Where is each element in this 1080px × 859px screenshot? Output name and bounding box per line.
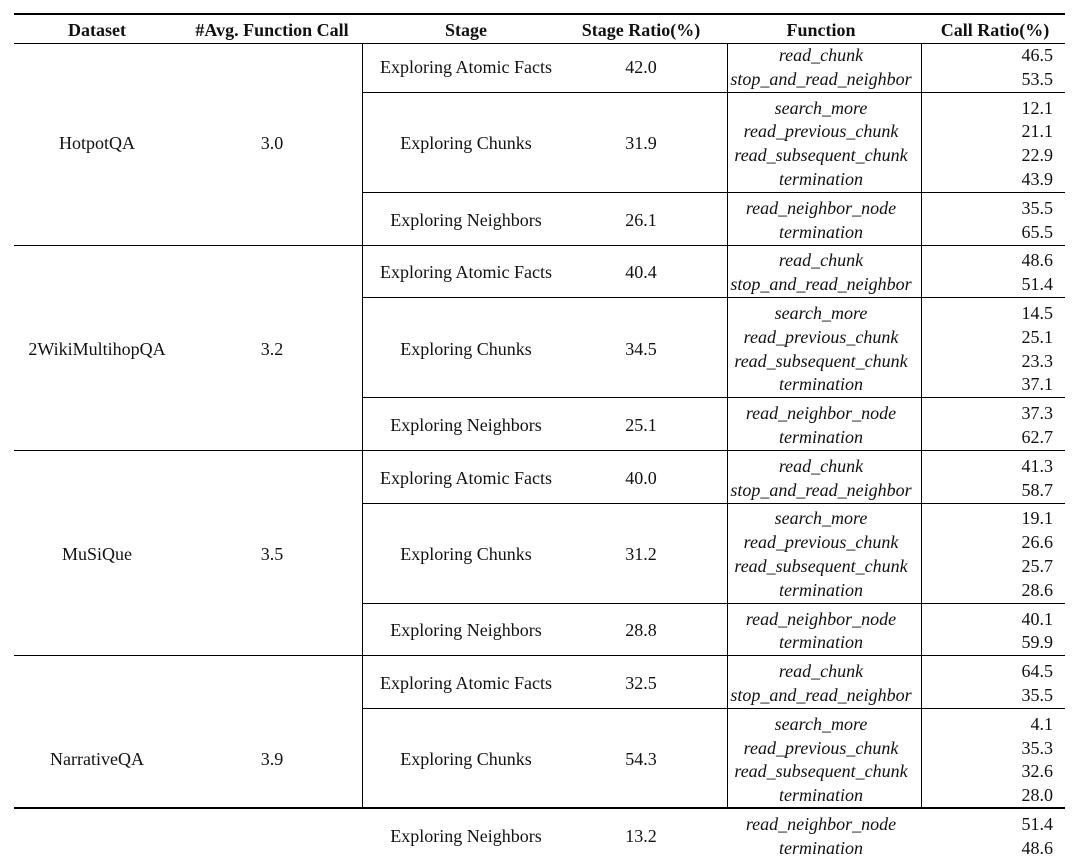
stage-name: Exploring Chunks [400,133,532,154]
stage-ratio-value: 40.0 [625,467,657,488]
stage-ratio-value: 28.8 [625,620,657,641]
stage-ratio-value: 25.1 [625,415,657,435]
stage-name: Exploring Atomic Facts [380,467,552,488]
call-ratio-value: 25.7 [1021,555,1053,576]
dataset-separator [14,450,1065,451]
function-name: stop_and_read_neighbor [730,479,912,500]
dataset-name: HotpotQA [59,133,135,154]
stage-divider-left [362,43,363,808]
stage-separator [362,92,1065,93]
call-ratio-value: 58.7 [1021,479,1053,500]
call-ratio-value: 32.6 [1021,761,1053,782]
function-name: read_chunk [778,44,864,65]
stage-name: Exploring Neighbors [390,209,542,230]
avg-function-call-value: 3.2 [260,338,284,359]
function-name: termination [779,785,863,806]
function-name: termination [779,221,863,242]
call-ratio-value: 40.1 [1021,608,1053,629]
call-ratio-value: 4.1 [1030,713,1053,734]
dataset-name: NarrativeQA [50,749,144,770]
avg-function-call-value: 3.9 [260,749,284,770]
call-ratio-value: 12.1 [1021,97,1053,118]
function-name: read_chunk [778,250,864,271]
stage-name: Exploring Neighbors [390,620,542,641]
stage-separator [362,297,1065,298]
call-ratio-value: 37.3 [1021,403,1053,424]
dataset-name: MuSiQue [61,544,133,564]
function-name: read_previous_chunk [743,121,899,142]
header-dataset: Dataset [68,20,126,40]
call-ratio-value: 25.1 [1021,326,1053,347]
stage-ratio-value: 26.1 [625,209,657,230]
stage-ratio-value: 31.9 [625,133,657,154]
function-name: read_subsequent_chunk [734,555,908,576]
function-name: stop_and_read_neighbor [730,68,912,89]
call-ratio-value: 35.5 [1021,197,1053,218]
stage-separator [362,397,1065,398]
stage-name: Exploring Atomic Facts [380,673,552,693]
stage-ratio-value: 32.5 [625,673,657,693]
header-stage: Stage [445,20,487,40]
header-rule [14,43,1065,44]
call-ratio-value: 64.5 [1021,661,1053,682]
function-name: termination [779,426,863,447]
function-name: read_neighbor_node [745,197,897,218]
stage-separator [362,192,1065,193]
call-ratio-value: 26.6 [1021,532,1053,553]
function-name: read_previous_chunk [743,532,899,553]
stage-ratio-value: 31.2 [625,544,657,564]
call-ratio-value: 21.1 [1021,121,1053,142]
call-ratio-value: 43.9 [1021,168,1053,189]
stage-name: Exploring Chunks [400,544,532,564]
stage-name: Exploring Neighbors [390,415,542,435]
call-ratio-value: 35.3 [1021,737,1053,758]
function-name: termination [779,632,863,653]
function-name: termination [779,374,863,395]
function-name: read_neighbor_node [745,608,897,629]
stage-name: Exploring Chunks [400,749,532,770]
function-name: read_neighbor_node [745,813,897,834]
stage-ratio-value: 42.0 [625,56,657,77]
stage-ratio-value: 54.3 [625,749,657,770]
call-ratio-value: 35.5 [1021,684,1053,705]
stage-separator [362,708,1065,709]
call-ratio-value: 53.5 [1021,68,1053,89]
dataset-name: 2WikiMultihopQA [28,338,166,359]
stage-ratio-value: 13.2 [625,825,657,846]
call-ratio-value: 23.3 [1021,350,1053,371]
function-name: read_chunk [778,455,864,476]
stage-ratio-value: 34.5 [625,338,657,359]
function-name: termination [779,837,863,858]
avg-function-call-value: 3.0 [260,133,284,154]
call-ratio-value: 59.9 [1021,632,1053,653]
header-stage-ratio: Stage Ratio(%) [581,20,701,40]
avg-function-call-value: 3.5 [260,544,284,564]
call-ratio-value: 22.9 [1021,145,1053,166]
stage-ratio-value: 40.4 [625,262,657,283]
call-ratio-value: 46.5 [1021,44,1053,65]
stage-separator [362,503,1065,504]
call-ratio-value: 19.1 [1021,508,1053,529]
function-name: search_more [774,508,868,529]
call-ratio-value: 65.5 [1021,221,1053,242]
function-name: read_neighbor_node [745,403,897,424]
function-name: search_more [774,713,868,734]
function-name: read_subsequent_chunk [734,761,908,782]
stage-name: Exploring Neighbors [390,825,542,846]
function-name: read_subsequent_chunk [734,145,908,166]
call-ratio-value: 62.7 [1021,426,1053,447]
bottom-rule [14,807,1065,809]
call-ratio-value: 37.1 [1021,374,1053,395]
stage-separator [362,603,1065,604]
stage-name: Exploring Chunks [400,338,532,359]
function-divider-left [727,43,728,808]
call-ratio-value: 28.6 [1021,579,1053,600]
header-function: Function [786,20,856,40]
call-ratio-value: 41.3 [1021,455,1053,476]
function-name: search_more [774,97,868,118]
function-name: stop_and_read_neighbor [730,274,912,295]
call-ratio-value: 51.4 [1021,274,1053,295]
call-ratio-value: 48.6 [1021,837,1053,858]
function-name: termination [779,579,863,600]
call-ratio-divider [921,43,922,808]
function-name: termination [779,168,863,189]
function-name: read_subsequent_chunk [734,350,908,371]
call-ratio-value: 51.4 [1021,813,1053,834]
stage-name: Exploring Atomic Facts [380,262,552,283]
header-call-ratio: Call Ratio(%) [940,20,1050,40]
dataset-separator [14,245,1065,246]
call-ratio-value: 48.6 [1021,250,1053,271]
function-name: read_previous_chunk [743,737,899,758]
header-avg-function-call: #Avg. Function Call [195,20,349,40]
function-name: read_chunk [778,661,864,682]
function-name: read_previous_chunk [743,326,899,347]
top-rule [14,13,1065,15]
function-name: stop_and_read_neighbor [730,684,912,705]
function-name: search_more [774,302,868,323]
dataset-separator [14,655,1065,656]
call-ratio-value: 28.0 [1021,785,1053,806]
stage-name: Exploring Atomic Facts [380,56,552,77]
call-ratio-value: 14.5 [1021,302,1053,323]
